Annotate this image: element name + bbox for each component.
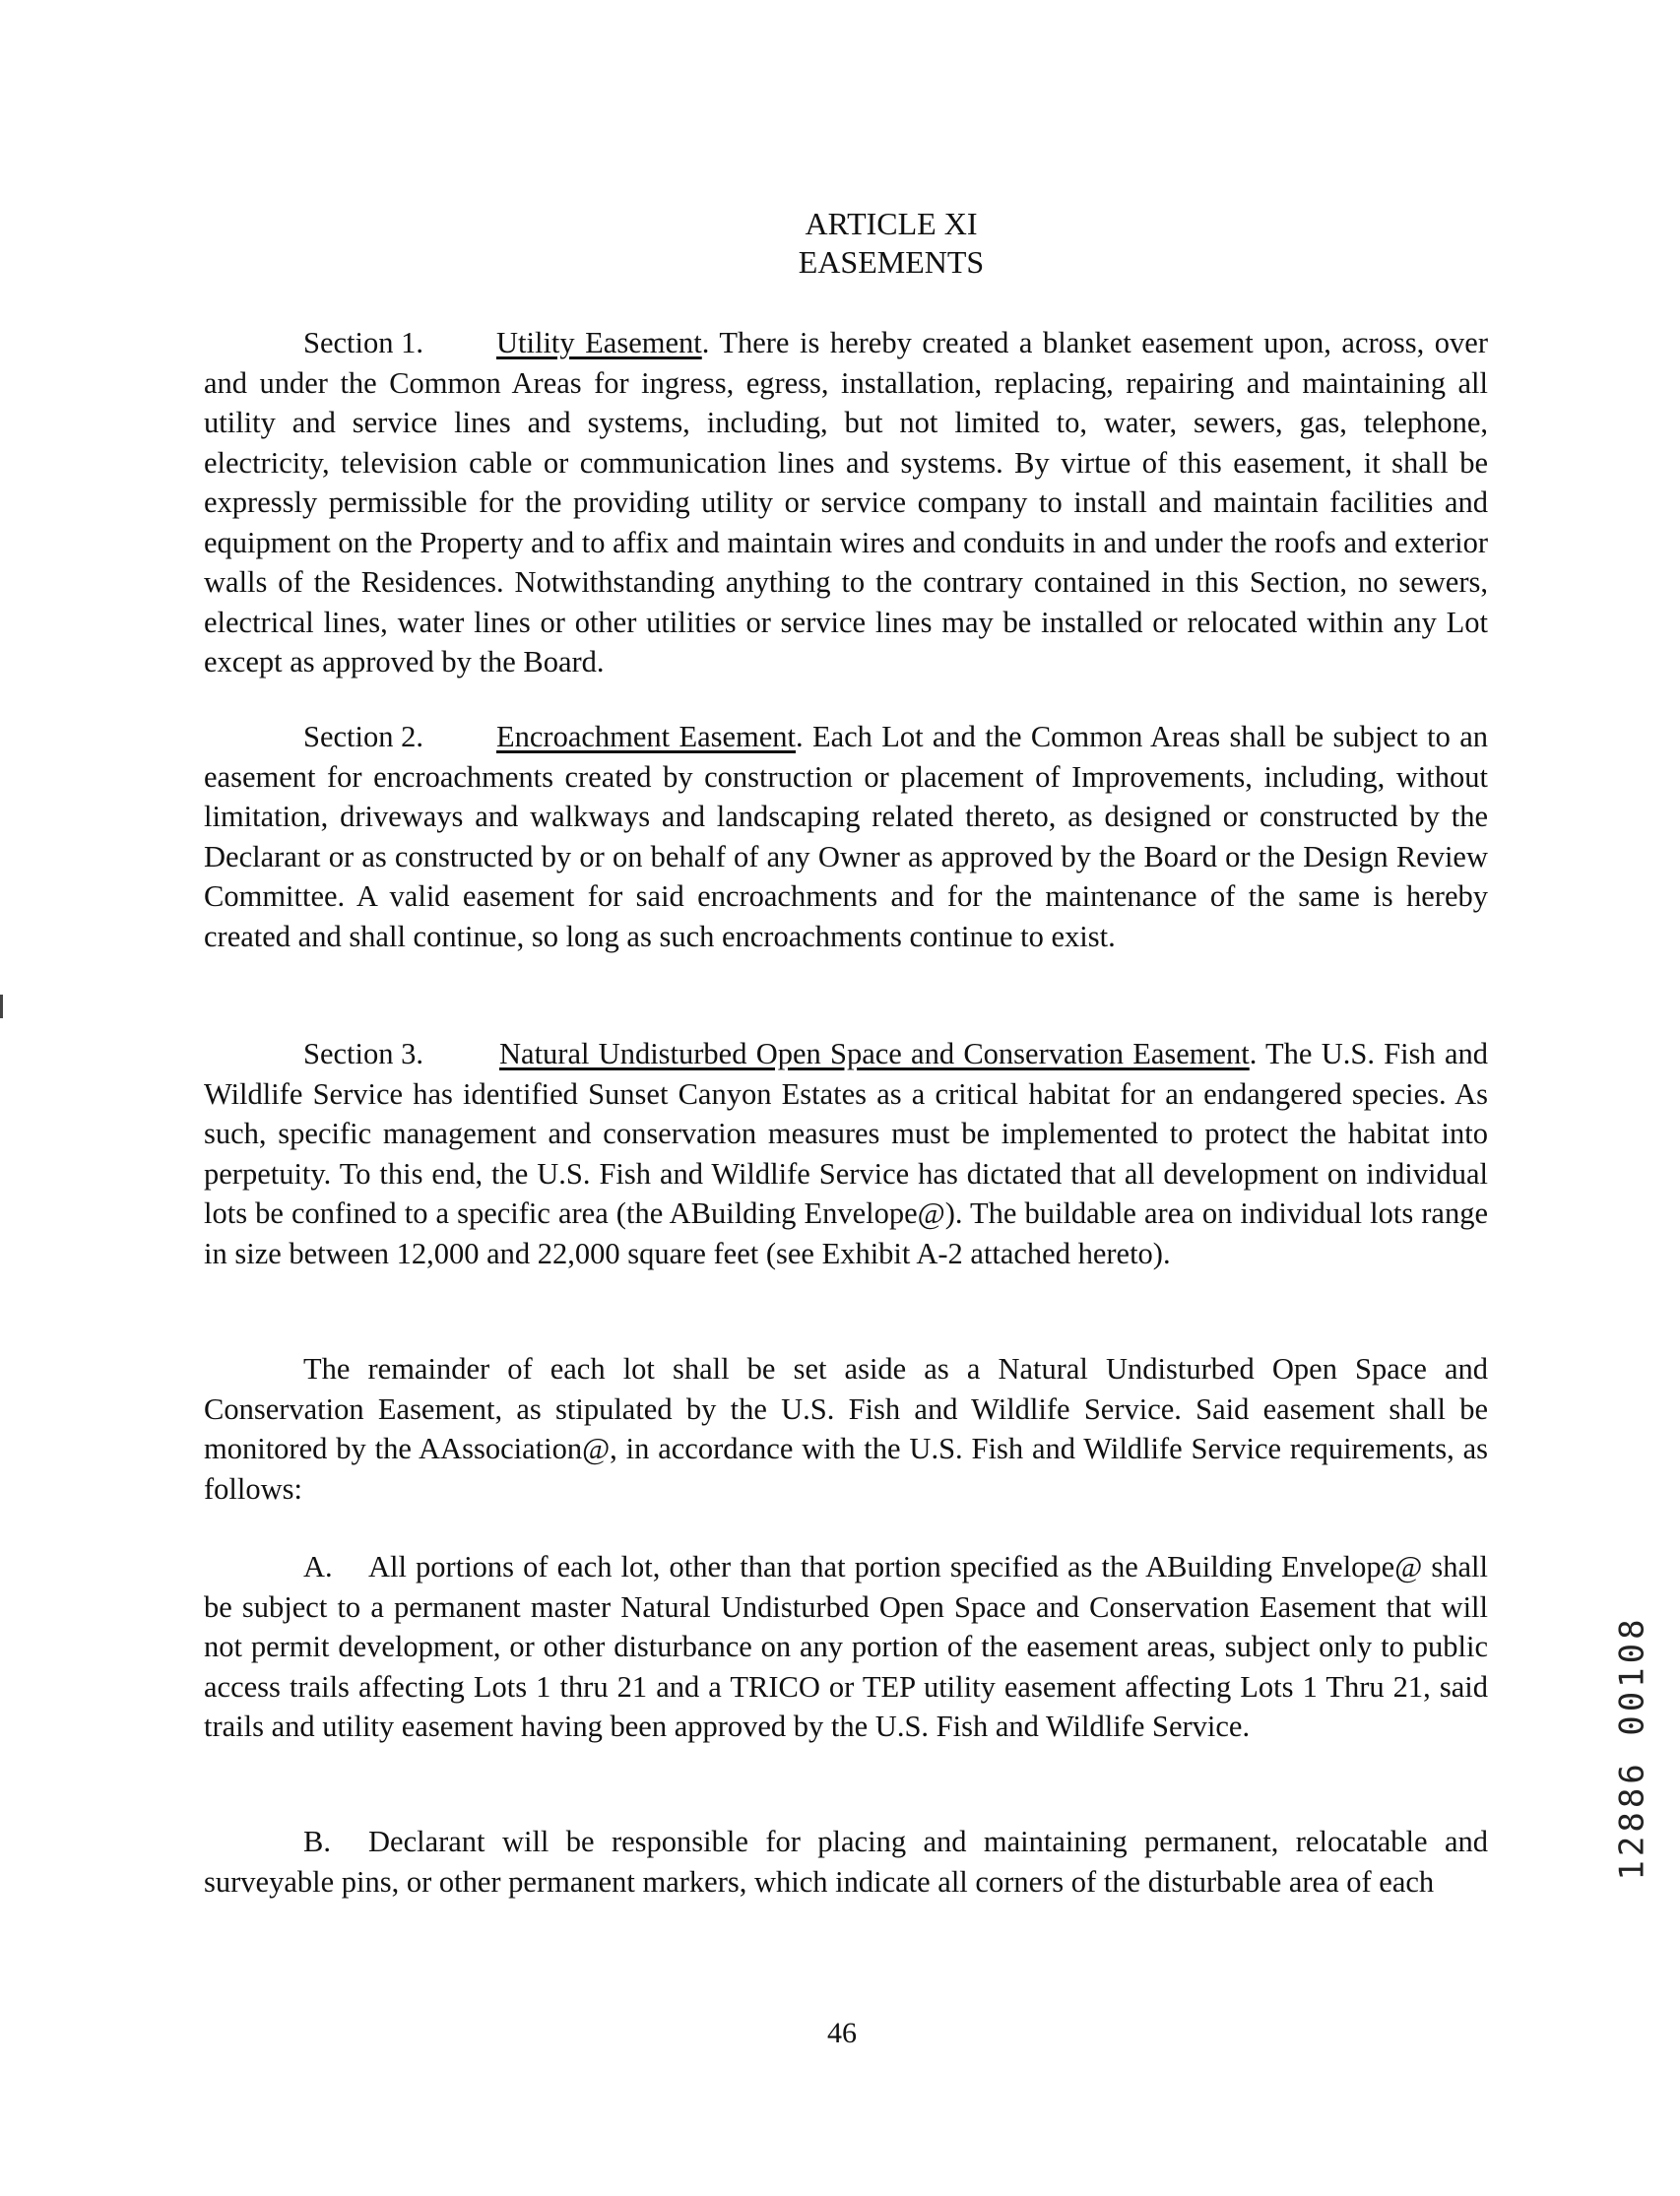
page-number: 46 [827, 2017, 857, 2049]
section-2-text: . Each Lot and the Common Areas shall be subject to an easement for encroachments created by construction or placement of Improvements, including, without limitation, driveways and walkways and landscaping related thereto, as designed or constructed by the Declarant or as constructed by or on behalf of any Owner as approved by the Board or the Design Review Committee. A valid easement for said encroachments and for the maintenance of the same is hereby created and shall continue, so long as such encroachments continue to exist. [204, 720, 1488, 953]
section-1-text: . There is hereby created a blanket easement upon, across, over and under the Common Areas for ingress, egress, installation, replacing, repairing and maintaining all utility and service lines and systems, including, but not limited to, water, sewers, gas, telephone, electricity, television cable or communication lines and systems. By virtue of this easement, it shall be expressly permissible for the providing utility or service company to install and maintain facilities and equipment on the Property and to affix and maintain wires and conduits in and under the roofs and exterior walls of the Residences. Notwithstanding anything to the contrary contained in this Section, no sewers, electrical lines, water lines or other utilities or service lines may be installed or relocated within any Lot except as approved by the Board. [204, 326, 1488, 678]
recording-stamp-text: 12886 00108 [1613, 1615, 1653, 1881]
item-b-text: Declarant will be responsible for placing and maintaining permanent, relocatable and surveyable pins, or other permanent markers, which indicate all corners of the disturbable area of each [204, 1825, 1488, 1899]
section-2-heading: Encroachment Easement [496, 720, 797, 753]
section-2-paragraph [204, 717, 1488, 956]
section-1-paragraph [204, 323, 1488, 682]
item-b-paragraph [204, 1822, 1488, 1902]
section-1-label: Section 1. [303, 326, 423, 359]
section-3-heading: Natural Undisturbed Open Space and Conservation Easement [499, 1037, 1250, 1070]
remainder-paragraph [204, 1349, 1488, 1509]
remainder-text: The remainder of each lot shall be set aside as a Natural Undisturbed Open Space and Conservation Easement, as stipulated by the U.S. Fish and Wildlife Service. Said easement shall be monitored by the AAssociation@, in accordance with the U.S. Fish and Wildlife Service requirements, as follows: [204, 1352, 1488, 1506]
section-2-label: Section 2. [303, 720, 423, 753]
article-title: EASEMENTS [798, 244, 985, 280]
item-a-paragraph [204, 1547, 1488, 1747]
scan-edge-mark [0, 995, 3, 1018]
section-1-heading: Utility Easement [496, 326, 702, 359]
article-number: ARTICLE XI [805, 206, 978, 241]
section-3-label: Section 3. [303, 1037, 423, 1070]
recording-stamp [1607, 1585, 1658, 1910]
item-a-label: A. [303, 1550, 333, 1583]
item-a-text: All portions of each lot, other than that portion specified as the ABuilding Envelope@ shall be subject to a permanent master Natural Undisturbed Open Space and Conservation Easement that will not permit development, or other disturbance on any portion of the easement areas, subject only to public access trails affecting Lots 1 thru 21 and a TRICO or TEP utility easement affecting Lots 1 Thru 21, said trails and utility easement having been approved by the U.S. Fish and Wildlife Service. [204, 1550, 1488, 1743]
section-3-text: . The U.S. Fish and Wildlife Service has identified Sunset Canyon Estates as a critical habitat for an endangered species. As such, specific management and conservation measures must be implemented to protect the habitat into perpetuity. To this end, the U.S. Fish and Wildlife Service has dictated that all development on individual lots be confined to a specific area (the ABuilding Envelope@). The buildable area on individual lots range in size between 12,000 and 22,000 square feet (see Exhibit A-2 attached hereto). [204, 1037, 1488, 1270]
item-b-label: B. [303, 1825, 331, 1858]
section-3-paragraph [204, 1034, 1488, 1273]
